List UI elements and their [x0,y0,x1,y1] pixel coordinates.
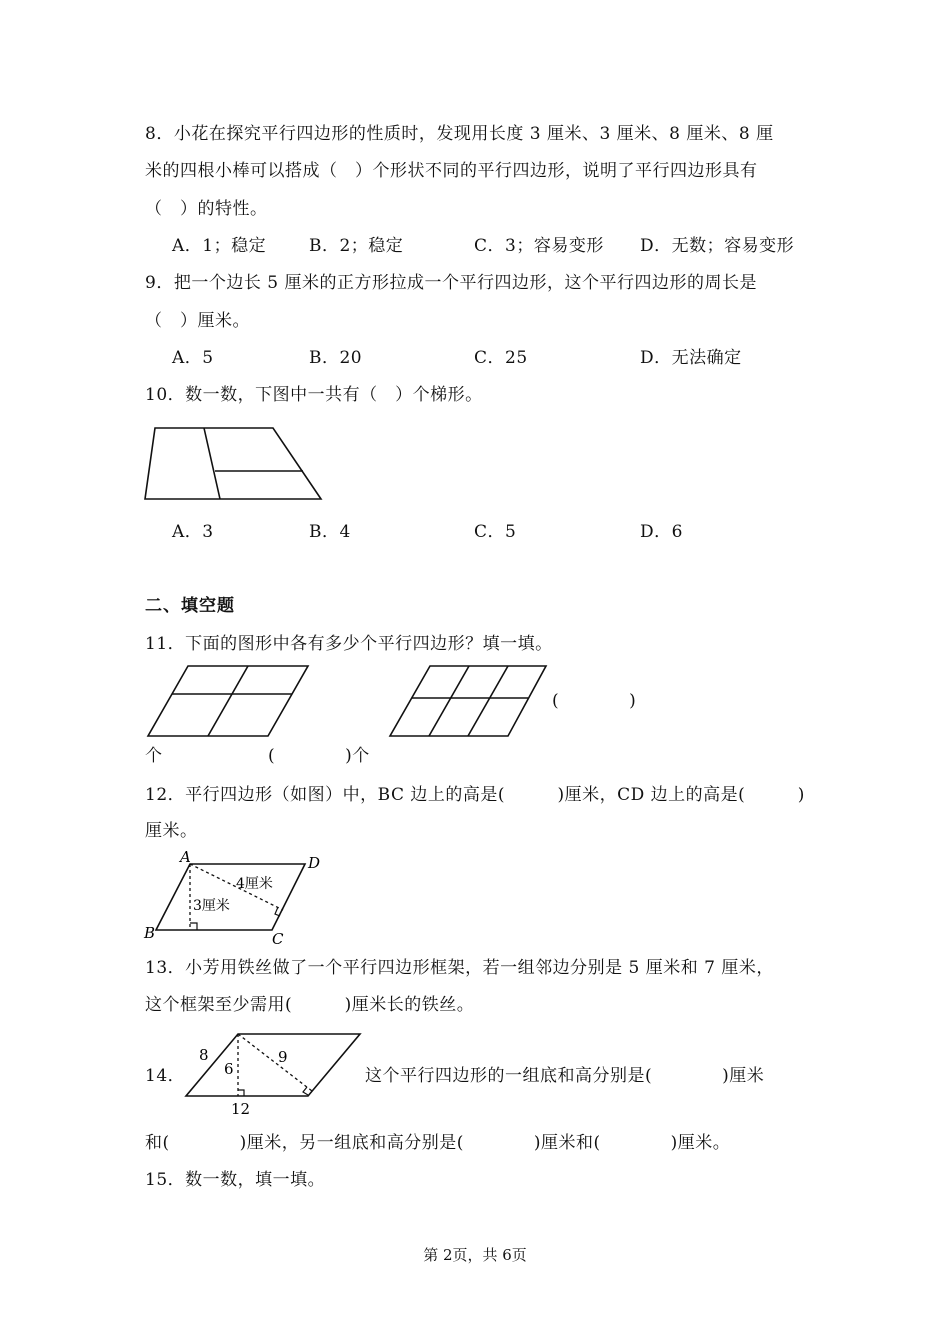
q14-number: 14． [145,1066,186,1086]
q14-label-height-9: 9 [278,1048,288,1066]
q12-label-c: C [272,930,284,948]
q8-option-a: A．1；稳定 [172,236,267,256]
q10-line1: 10．数一数，下图中一共有（ ）个梯形。 [145,385,483,405]
section-title-fill-in: 二、填空题 [145,596,235,616]
q12-label-3cm: 3厘米 [193,898,230,914]
q12-line1: 12．平行四边形（如图）中，BC 边上的高是( )厘米，CD 边上的高是( ) [145,785,805,805]
q12-parallelogram [156,864,305,930]
q8-option-c: C．3；容易变形 [474,236,604,256]
q9-line2: （ ）厘米。 [145,311,250,331]
q10-option-a: A．3 [172,522,214,542]
q10-trapezoid-figure [140,420,330,505]
q14-label-base: 12 [231,1100,251,1118]
q12-label-a: A [180,848,191,866]
q9-option-d: D．无法确定 [640,348,742,368]
q9-option-c: C．25 [474,348,528,368]
q8-option-d: D．无数；容易变形 [640,236,795,256]
q8-line3: （ ）的特性。 [145,199,268,219]
q14-line2: 和( )厘米，另一组底和高分别是( )厘米和( )厘米。 [145,1133,731,1153]
q11-blank-mid[interactable]: ( )个 [268,746,370,766]
q13-line1: 13．小芳用铁丝做了一个平行四边形框架，若一组邻边分别是 5 厘米和 7 厘米， [145,958,774,978]
q12-label-4cm: 4厘米 [236,876,273,892]
q11-figure-left [140,662,320,742]
q11-line1: 11．下面的图形中各有多少个平行四边形？填一填。 [145,634,553,654]
q9-line1: 9．把一个边长 5 厘米的正方形拉成一个平行四边形，这个平行四边形的周长是 [145,273,757,293]
q10-option-d: D．6 [640,522,683,542]
q11-figure-right [384,662,554,742]
q11-blank-right[interactable]: ( ) [552,691,637,711]
q14-text1: 这个平行四边形的一组底和高分别是( )厘米 [365,1066,765,1086]
q14-label-side: 8 [199,1046,209,1064]
q10-divider-line [204,428,220,499]
q14-parallelogram-figure [180,1028,370,1120]
q9-option-a: A．5 [172,348,214,368]
q9-option-b: B．20 [309,348,363,368]
q10-option-b: B．4 [309,522,351,542]
q12-label-d: D [308,854,321,872]
q15-line1: 15．数一数，填一填。 [145,1170,326,1190]
q10-outer-trapezoid [145,428,321,499]
q10-option-c: C．5 [474,522,517,542]
q8-option-b: B．2；稳定 [309,236,404,256]
q12-label-b: B [144,924,156,942]
q11-unit-left: 个 [145,746,163,766]
q12-line2: 厘米。 [145,821,198,841]
q14-parallelogram [186,1034,360,1096]
q12-parallelogram-figure [140,848,340,948]
page-footer: 第 2页，共 6页 [423,1246,527,1264]
q14-label-height-6: 6 [224,1060,234,1078]
q8-line1: 8．小花在探究平行四边形的性质时，发现用长度 3 厘米、3 厘米、8 厘米、8 厘 [145,124,774,144]
q13-line2: 这个框架至少需用( )厘米长的铁丝。 [145,995,475,1015]
q8-line2: 米的四根小棒可以搭成（ ）个形状不同的平行四边形，说明了平行四边形具有 [145,161,758,181]
